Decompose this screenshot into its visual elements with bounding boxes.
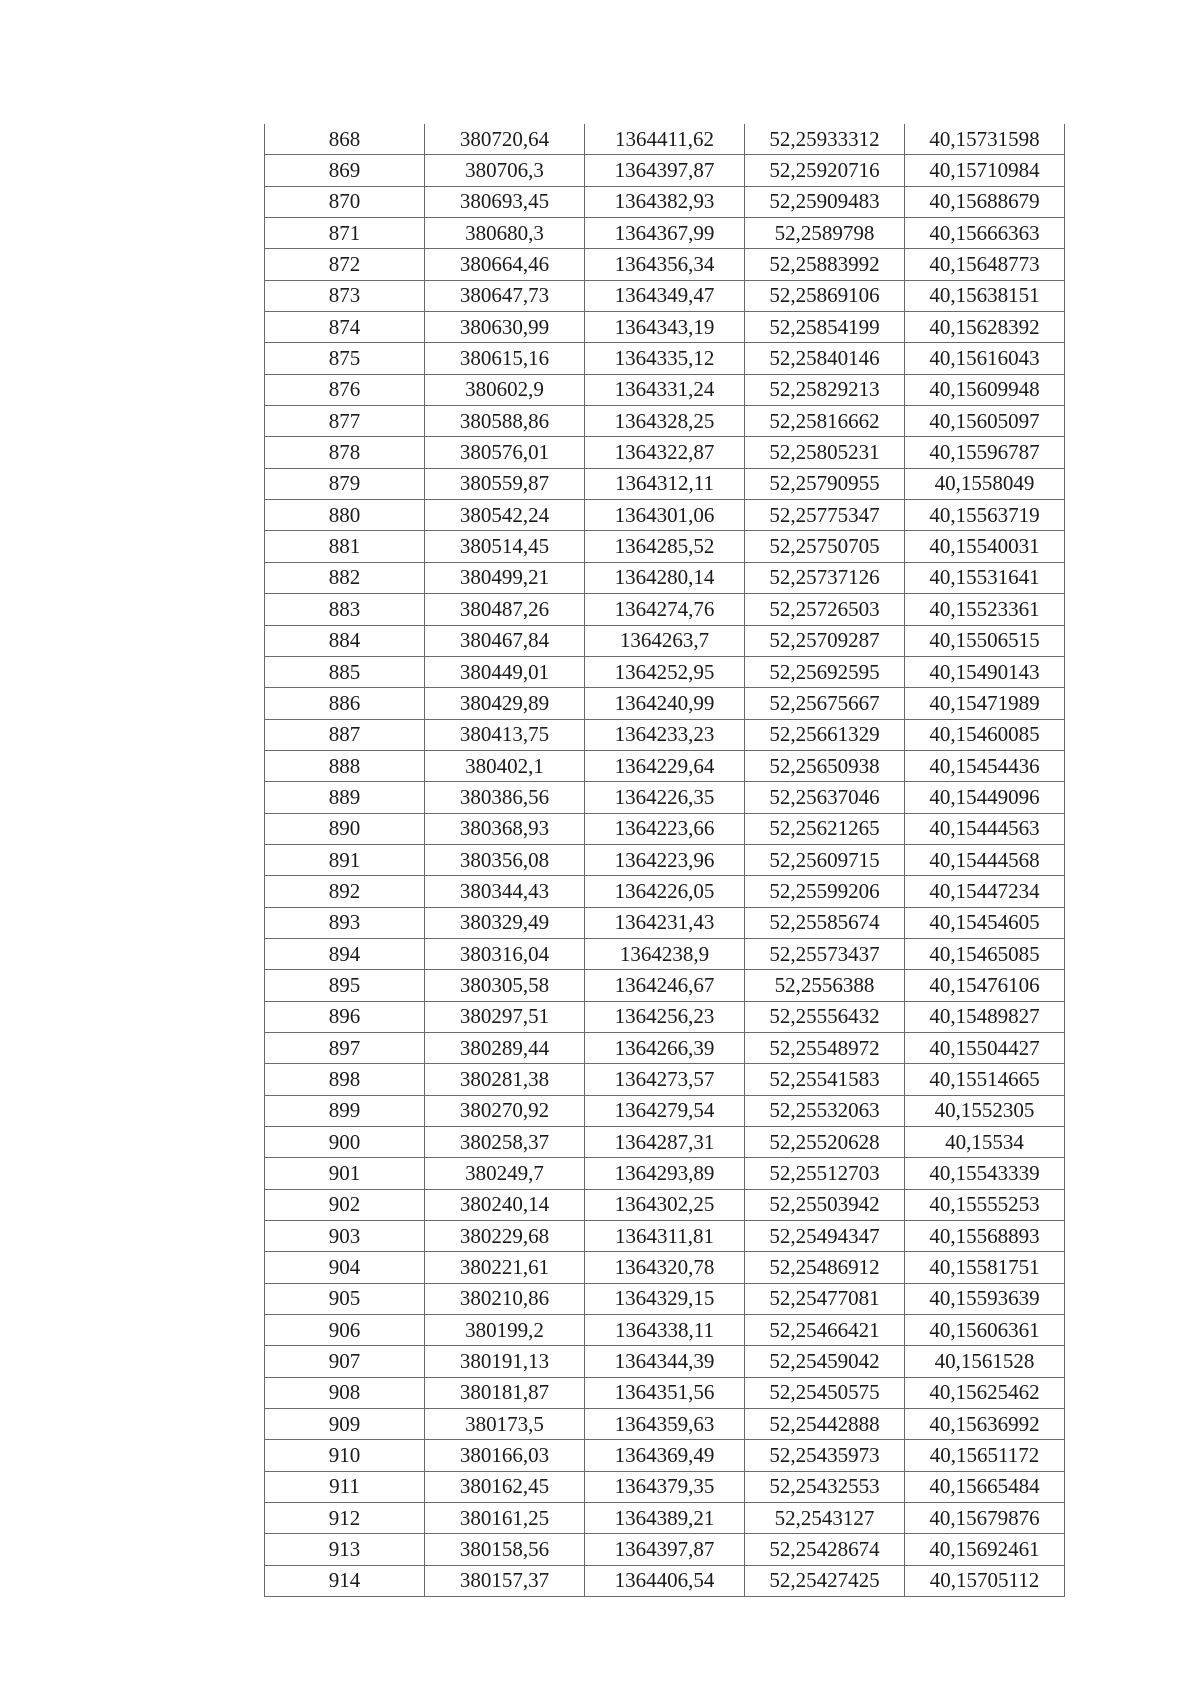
y-coordinate-cell: 1364331,24 bbox=[585, 374, 745, 405]
y-coordinate-cell: 1364301,06 bbox=[585, 500, 745, 531]
point-number-cell: 881 bbox=[265, 531, 425, 562]
point-number-cell: 895 bbox=[265, 970, 425, 1001]
longitude-cell: 40,15628392 bbox=[905, 312, 1065, 343]
latitude-cell: 52,25816662 bbox=[745, 406, 905, 437]
y-coordinate-cell: 1364335,12 bbox=[585, 343, 745, 374]
table-row bbox=[265, 531, 1065, 562]
latitude-cell: 52,25459042 bbox=[745, 1346, 905, 1377]
point-number-cell: 912 bbox=[265, 1503, 425, 1534]
latitude-cell: 52,25556432 bbox=[745, 1001, 905, 1032]
longitude-cell: 40,15444563 bbox=[905, 813, 1065, 844]
latitude-cell: 52,25428674 bbox=[745, 1534, 905, 1565]
x-coordinate-cell: 380615,16 bbox=[425, 343, 585, 374]
x-coordinate-cell: 380199,2 bbox=[425, 1315, 585, 1346]
table-row bbox=[265, 186, 1065, 217]
coordinates-table-body bbox=[265, 124, 1065, 1597]
table-row bbox=[265, 907, 1065, 938]
latitude-cell: 52,25512703 bbox=[745, 1158, 905, 1189]
x-coordinate-cell: 380297,51 bbox=[425, 1001, 585, 1032]
longitude-cell: 40,15543339 bbox=[905, 1158, 1065, 1189]
y-coordinate-cell: 1364233,23 bbox=[585, 719, 745, 750]
x-coordinate-cell: 380316,04 bbox=[425, 938, 585, 969]
table-row bbox=[265, 1315, 1065, 1346]
point-number-cell: 913 bbox=[265, 1534, 425, 1565]
y-coordinate-cell: 1364359,63 bbox=[585, 1409, 745, 1440]
x-coordinate-cell: 380289,44 bbox=[425, 1032, 585, 1063]
table-row bbox=[265, 1032, 1065, 1063]
latitude-cell: 52,2543127 bbox=[745, 1503, 905, 1534]
longitude-cell: 40,1558049 bbox=[905, 468, 1065, 499]
x-coordinate-cell: 380588,86 bbox=[425, 406, 585, 437]
latitude-cell: 52,25573437 bbox=[745, 938, 905, 969]
longitude-cell: 40,15616043 bbox=[905, 343, 1065, 374]
longitude-cell: 40,15489827 bbox=[905, 1001, 1065, 1032]
x-coordinate-cell: 380514,45 bbox=[425, 531, 585, 562]
y-coordinate-cell: 1364356,34 bbox=[585, 249, 745, 280]
latitude-cell: 52,25709287 bbox=[745, 625, 905, 656]
y-coordinate-cell: 1364285,52 bbox=[585, 531, 745, 562]
point-number-cell: 886 bbox=[265, 688, 425, 719]
table-row bbox=[265, 876, 1065, 907]
x-coordinate-cell: 380559,87 bbox=[425, 468, 585, 499]
y-coordinate-cell: 1364223,96 bbox=[585, 844, 745, 875]
point-number-cell: 885 bbox=[265, 656, 425, 687]
y-coordinate-cell: 1364397,87 bbox=[585, 155, 745, 186]
longitude-cell: 40,15506515 bbox=[905, 625, 1065, 656]
table-row bbox=[265, 1377, 1065, 1408]
x-coordinate-cell: 380680,3 bbox=[425, 218, 585, 249]
x-coordinate-cell: 380191,13 bbox=[425, 1346, 585, 1377]
x-coordinate-cell: 380602,9 bbox=[425, 374, 585, 405]
x-coordinate-cell: 380449,01 bbox=[425, 656, 585, 687]
latitude-cell: 52,25548972 bbox=[745, 1032, 905, 1063]
latitude-cell: 52,25609715 bbox=[745, 844, 905, 875]
table-row bbox=[265, 844, 1065, 875]
latitude-cell: 52,25854199 bbox=[745, 312, 905, 343]
y-coordinate-cell: 1364238,9 bbox=[585, 938, 745, 969]
latitude-cell: 52,25920716 bbox=[745, 155, 905, 186]
longitude-cell: 40,15449096 bbox=[905, 782, 1065, 813]
longitude-cell: 40,15665484 bbox=[905, 1471, 1065, 1502]
x-coordinate-cell: 380647,73 bbox=[425, 280, 585, 311]
latitude-cell: 52,25477081 bbox=[745, 1283, 905, 1314]
table-row bbox=[265, 124, 1065, 155]
point-number-cell: 914 bbox=[265, 1565, 425, 1596]
longitude-cell: 40,15490143 bbox=[905, 656, 1065, 687]
latitude-cell: 52,25909483 bbox=[745, 186, 905, 217]
table-row bbox=[265, 155, 1065, 186]
point-number-cell: 878 bbox=[265, 437, 425, 468]
latitude-cell: 52,25541583 bbox=[745, 1064, 905, 1095]
latitude-cell: 52,2556388 bbox=[745, 970, 905, 1001]
longitude-cell: 40,15540031 bbox=[905, 531, 1065, 562]
y-coordinate-cell: 1364280,14 bbox=[585, 562, 745, 593]
x-coordinate-cell: 380270,92 bbox=[425, 1095, 585, 1126]
longitude-cell: 40,15523361 bbox=[905, 594, 1065, 625]
y-coordinate-cell: 1364328,25 bbox=[585, 406, 745, 437]
y-coordinate-cell: 1364382,93 bbox=[585, 186, 745, 217]
y-coordinate-cell: 1364287,31 bbox=[585, 1127, 745, 1158]
coordinates-table bbox=[264, 124, 1065, 1597]
table-row bbox=[265, 719, 1065, 750]
table-row bbox=[265, 406, 1065, 437]
x-coordinate-cell: 380386,56 bbox=[425, 782, 585, 813]
latitude-cell: 52,25621265 bbox=[745, 813, 905, 844]
y-coordinate-cell: 1364379,35 bbox=[585, 1471, 745, 1502]
table-row bbox=[265, 1503, 1065, 1534]
table-row bbox=[265, 343, 1065, 374]
table-row bbox=[265, 249, 1065, 280]
table-row bbox=[265, 1565, 1065, 1596]
y-coordinate-cell: 1364240,99 bbox=[585, 688, 745, 719]
latitude-cell: 52,25775347 bbox=[745, 500, 905, 531]
table-row bbox=[265, 1440, 1065, 1471]
point-number-cell: 892 bbox=[265, 876, 425, 907]
table-row bbox=[265, 1158, 1065, 1189]
latitude-cell: 52,25737126 bbox=[745, 562, 905, 593]
x-coordinate-cell: 380181,87 bbox=[425, 1377, 585, 1408]
longitude-cell: 40,15596787 bbox=[905, 437, 1065, 468]
x-coordinate-cell: 380210,86 bbox=[425, 1283, 585, 1314]
longitude-cell: 40,15648773 bbox=[905, 249, 1065, 280]
point-number-cell: 874 bbox=[265, 312, 425, 343]
latitude-cell: 52,25790955 bbox=[745, 468, 905, 499]
point-number-cell: 879 bbox=[265, 468, 425, 499]
longitude-cell: 40,15555253 bbox=[905, 1189, 1065, 1220]
longitude-cell: 40,15692461 bbox=[905, 1534, 1065, 1565]
point-number-cell: 869 bbox=[265, 155, 425, 186]
table-row bbox=[265, 688, 1065, 719]
point-number-cell: 896 bbox=[265, 1001, 425, 1032]
x-coordinate-cell: 380402,1 bbox=[425, 750, 585, 781]
longitude-cell: 40,1561528 bbox=[905, 1346, 1065, 1377]
y-coordinate-cell: 1364322,87 bbox=[585, 437, 745, 468]
longitude-cell: 40,15534 bbox=[905, 1127, 1065, 1158]
x-coordinate-cell: 380161,25 bbox=[425, 1503, 585, 1534]
longitude-cell: 40,15581751 bbox=[905, 1252, 1065, 1283]
point-number-cell: 897 bbox=[265, 1032, 425, 1063]
y-coordinate-cell: 1364397,87 bbox=[585, 1534, 745, 1565]
latitude-cell: 52,2589798 bbox=[745, 218, 905, 249]
longitude-cell: 40,15568893 bbox=[905, 1221, 1065, 1252]
point-number-cell: 903 bbox=[265, 1221, 425, 1252]
table-row bbox=[265, 1283, 1065, 1314]
longitude-cell: 40,15531641 bbox=[905, 562, 1065, 593]
table-row bbox=[265, 782, 1065, 813]
table-row bbox=[265, 970, 1065, 1001]
longitude-cell: 40,15609948 bbox=[905, 374, 1065, 405]
x-coordinate-cell: 380467,84 bbox=[425, 625, 585, 656]
y-coordinate-cell: 1364312,11 bbox=[585, 468, 745, 499]
longitude-cell: 40,15504427 bbox=[905, 1032, 1065, 1063]
latitude-cell: 52,25805231 bbox=[745, 437, 905, 468]
latitude-cell: 52,25520628 bbox=[745, 1127, 905, 1158]
x-coordinate-cell: 380664,46 bbox=[425, 249, 585, 280]
latitude-cell: 52,25427425 bbox=[745, 1565, 905, 1596]
latitude-cell: 52,25432553 bbox=[745, 1471, 905, 1502]
point-number-cell: 905 bbox=[265, 1283, 425, 1314]
point-number-cell: 911 bbox=[265, 1471, 425, 1502]
longitude-cell: 40,15471989 bbox=[905, 688, 1065, 719]
table-row bbox=[265, 1095, 1065, 1126]
x-coordinate-cell: 380413,75 bbox=[425, 719, 585, 750]
table-row bbox=[265, 1409, 1065, 1440]
y-coordinate-cell: 1364351,56 bbox=[585, 1377, 745, 1408]
point-number-cell: 893 bbox=[265, 907, 425, 938]
y-coordinate-cell: 1364338,11 bbox=[585, 1315, 745, 1346]
y-coordinate-cell: 1364229,64 bbox=[585, 750, 745, 781]
point-number-cell: 894 bbox=[265, 938, 425, 969]
point-number-cell: 907 bbox=[265, 1346, 425, 1377]
point-number-cell: 889 bbox=[265, 782, 425, 813]
table-row bbox=[265, 750, 1065, 781]
point-number-cell: 908 bbox=[265, 1377, 425, 1408]
longitude-cell: 40,15679876 bbox=[905, 1503, 1065, 1534]
y-coordinate-cell: 1364256,23 bbox=[585, 1001, 745, 1032]
x-coordinate-cell: 380240,14 bbox=[425, 1189, 585, 1220]
y-coordinate-cell: 1364273,57 bbox=[585, 1064, 745, 1095]
latitude-cell: 52,25750705 bbox=[745, 531, 905, 562]
point-number-cell: 898 bbox=[265, 1064, 425, 1095]
longitude-cell: 40,15625462 bbox=[905, 1377, 1065, 1408]
point-number-cell: 876 bbox=[265, 374, 425, 405]
point-number-cell: 884 bbox=[265, 625, 425, 656]
x-coordinate-cell: 380258,37 bbox=[425, 1127, 585, 1158]
table-row bbox=[265, 1127, 1065, 1158]
y-coordinate-cell: 1364344,39 bbox=[585, 1346, 745, 1377]
latitude-cell: 52,25503942 bbox=[745, 1189, 905, 1220]
x-coordinate-cell: 380221,61 bbox=[425, 1252, 585, 1283]
point-number-cell: 870 bbox=[265, 186, 425, 217]
y-coordinate-cell: 1364263,7 bbox=[585, 625, 745, 656]
latitude-cell: 52,25637046 bbox=[745, 782, 905, 813]
x-coordinate-cell: 380162,45 bbox=[425, 1471, 585, 1502]
latitude-cell: 52,25933312 bbox=[745, 124, 905, 155]
table-row bbox=[265, 656, 1065, 687]
y-coordinate-cell: 1364311,81 bbox=[585, 1221, 745, 1252]
table-row bbox=[265, 500, 1065, 531]
y-coordinate-cell: 1364231,43 bbox=[585, 907, 745, 938]
longitude-cell: 40,15563719 bbox=[905, 500, 1065, 531]
y-coordinate-cell: 1364320,78 bbox=[585, 1252, 745, 1283]
x-coordinate-cell: 380281,38 bbox=[425, 1064, 585, 1095]
table-row bbox=[265, 625, 1065, 656]
table-row bbox=[265, 594, 1065, 625]
x-coordinate-cell: 380706,3 bbox=[425, 155, 585, 186]
point-number-cell: 904 bbox=[265, 1252, 425, 1283]
x-coordinate-cell: 380429,89 bbox=[425, 688, 585, 719]
longitude-cell: 40,15605097 bbox=[905, 406, 1065, 437]
table-row bbox=[265, 312, 1065, 343]
point-number-cell: 900 bbox=[265, 1127, 425, 1158]
longitude-cell: 40,15636992 bbox=[905, 1409, 1065, 1440]
latitude-cell: 52,25869106 bbox=[745, 280, 905, 311]
longitude-cell: 40,15688679 bbox=[905, 186, 1065, 217]
y-coordinate-cell: 1364389,21 bbox=[585, 1503, 745, 1534]
x-coordinate-cell: 380157,37 bbox=[425, 1565, 585, 1596]
y-coordinate-cell: 1364367,99 bbox=[585, 218, 745, 249]
y-coordinate-cell: 1364406,54 bbox=[585, 1565, 745, 1596]
latitude-cell: 52,25585674 bbox=[745, 907, 905, 938]
point-number-cell: 873 bbox=[265, 280, 425, 311]
latitude-cell: 52,25599206 bbox=[745, 876, 905, 907]
y-coordinate-cell: 1364226,05 bbox=[585, 876, 745, 907]
table-row bbox=[265, 218, 1065, 249]
point-number-cell: 887 bbox=[265, 719, 425, 750]
latitude-cell: 52,25650938 bbox=[745, 750, 905, 781]
x-coordinate-cell: 380576,01 bbox=[425, 437, 585, 468]
x-coordinate-cell: 380249,7 bbox=[425, 1158, 585, 1189]
point-number-cell: 902 bbox=[265, 1189, 425, 1220]
point-number-cell: 909 bbox=[265, 1409, 425, 1440]
table-row bbox=[265, 374, 1065, 405]
table-row bbox=[265, 1346, 1065, 1377]
y-coordinate-cell: 1364223,66 bbox=[585, 813, 745, 844]
longitude-cell: 40,15593639 bbox=[905, 1283, 1065, 1314]
latitude-cell: 52,25840146 bbox=[745, 343, 905, 374]
point-number-cell: 891 bbox=[265, 844, 425, 875]
y-coordinate-cell: 1364302,25 bbox=[585, 1189, 745, 1220]
point-number-cell: 883 bbox=[265, 594, 425, 625]
y-coordinate-cell: 1364279,54 bbox=[585, 1095, 745, 1126]
point-number-cell: 901 bbox=[265, 1158, 425, 1189]
table-row bbox=[265, 1534, 1065, 1565]
longitude-cell: 40,15606361 bbox=[905, 1315, 1065, 1346]
longitude-cell: 40,15705112 bbox=[905, 1565, 1065, 1596]
latitude-cell: 52,25532063 bbox=[745, 1095, 905, 1126]
longitude-cell: 40,15731598 bbox=[905, 124, 1065, 155]
point-number-cell: 868 bbox=[265, 124, 425, 155]
y-coordinate-cell: 1364343,19 bbox=[585, 312, 745, 343]
table-row bbox=[265, 813, 1065, 844]
y-coordinate-cell: 1364246,67 bbox=[585, 970, 745, 1001]
point-number-cell: 882 bbox=[265, 562, 425, 593]
table-row bbox=[265, 1252, 1065, 1283]
latitude-cell: 52,25883992 bbox=[745, 249, 905, 280]
latitude-cell: 52,25466421 bbox=[745, 1315, 905, 1346]
longitude-cell: 40,15444568 bbox=[905, 844, 1065, 875]
y-coordinate-cell: 1364274,76 bbox=[585, 594, 745, 625]
longitude-cell: 40,15666363 bbox=[905, 218, 1065, 249]
x-coordinate-cell: 380158,56 bbox=[425, 1534, 585, 1565]
x-coordinate-cell: 380693,45 bbox=[425, 186, 585, 217]
longitude-cell: 40,15638151 bbox=[905, 280, 1065, 311]
latitude-cell: 52,25829213 bbox=[745, 374, 905, 405]
longitude-cell: 40,15710984 bbox=[905, 155, 1065, 186]
table-row bbox=[265, 1001, 1065, 1032]
y-coordinate-cell: 1364411,62 bbox=[585, 124, 745, 155]
point-number-cell: 906 bbox=[265, 1315, 425, 1346]
point-number-cell: 910 bbox=[265, 1440, 425, 1471]
point-number-cell: 890 bbox=[265, 813, 425, 844]
latitude-cell: 52,25692595 bbox=[745, 656, 905, 687]
x-coordinate-cell: 380487,26 bbox=[425, 594, 585, 625]
x-coordinate-cell: 380229,68 bbox=[425, 1221, 585, 1252]
longitude-cell: 40,15465085 bbox=[905, 938, 1065, 969]
longitude-cell: 40,1552305 bbox=[905, 1095, 1065, 1126]
y-coordinate-cell: 1364349,47 bbox=[585, 280, 745, 311]
longitude-cell: 40,15651172 bbox=[905, 1440, 1065, 1471]
latitude-cell: 52,25494347 bbox=[745, 1221, 905, 1252]
point-number-cell: 899 bbox=[265, 1095, 425, 1126]
table-row bbox=[265, 562, 1065, 593]
table-row bbox=[265, 1189, 1065, 1220]
longitude-cell: 40,15460085 bbox=[905, 719, 1065, 750]
point-number-cell: 872 bbox=[265, 249, 425, 280]
point-number-cell: 871 bbox=[265, 218, 425, 249]
x-coordinate-cell: 380356,08 bbox=[425, 844, 585, 875]
table-row bbox=[265, 468, 1065, 499]
y-coordinate-cell: 1364266,39 bbox=[585, 1032, 745, 1063]
x-coordinate-cell: 380499,21 bbox=[425, 562, 585, 593]
x-coordinate-cell: 380720,64 bbox=[425, 124, 585, 155]
table-row bbox=[265, 1221, 1065, 1252]
longitude-cell: 40,15514665 bbox=[905, 1064, 1065, 1095]
table-row bbox=[265, 938, 1065, 969]
latitude-cell: 52,25442888 bbox=[745, 1409, 905, 1440]
y-coordinate-cell: 1364329,15 bbox=[585, 1283, 745, 1314]
latitude-cell: 52,25450575 bbox=[745, 1377, 905, 1408]
latitude-cell: 52,25661329 bbox=[745, 719, 905, 750]
latitude-cell: 52,25435973 bbox=[745, 1440, 905, 1471]
longitude-cell: 40,15476106 bbox=[905, 970, 1065, 1001]
x-coordinate-cell: 380305,58 bbox=[425, 970, 585, 1001]
latitude-cell: 52,25486912 bbox=[745, 1252, 905, 1283]
table-row bbox=[265, 1064, 1065, 1095]
y-coordinate-cell: 1364226,35 bbox=[585, 782, 745, 813]
table-row bbox=[265, 437, 1065, 468]
latitude-cell: 52,25726503 bbox=[745, 594, 905, 625]
y-coordinate-cell: 1364252,95 bbox=[585, 656, 745, 687]
x-coordinate-cell: 380166,03 bbox=[425, 1440, 585, 1471]
latitude-cell: 52,25675667 bbox=[745, 688, 905, 719]
table-row bbox=[265, 280, 1065, 311]
y-coordinate-cell: 1364369,49 bbox=[585, 1440, 745, 1471]
point-number-cell: 880 bbox=[265, 500, 425, 531]
x-coordinate-cell: 380344,43 bbox=[425, 876, 585, 907]
point-number-cell: 888 bbox=[265, 750, 425, 781]
x-coordinate-cell: 380368,93 bbox=[425, 813, 585, 844]
longitude-cell: 40,15454436 bbox=[905, 750, 1065, 781]
point-number-cell: 877 bbox=[265, 406, 425, 437]
x-coordinate-cell: 380173,5 bbox=[425, 1409, 585, 1440]
y-coordinate-cell: 1364293,89 bbox=[585, 1158, 745, 1189]
longitude-cell: 40,15454605 bbox=[905, 907, 1065, 938]
table-row bbox=[265, 1471, 1065, 1502]
x-coordinate-cell: 380542,24 bbox=[425, 500, 585, 531]
x-coordinate-cell: 380630,99 bbox=[425, 312, 585, 343]
x-coordinate-cell: 380329,49 bbox=[425, 907, 585, 938]
longitude-cell: 40,15447234 bbox=[905, 876, 1065, 907]
point-number-cell: 875 bbox=[265, 343, 425, 374]
